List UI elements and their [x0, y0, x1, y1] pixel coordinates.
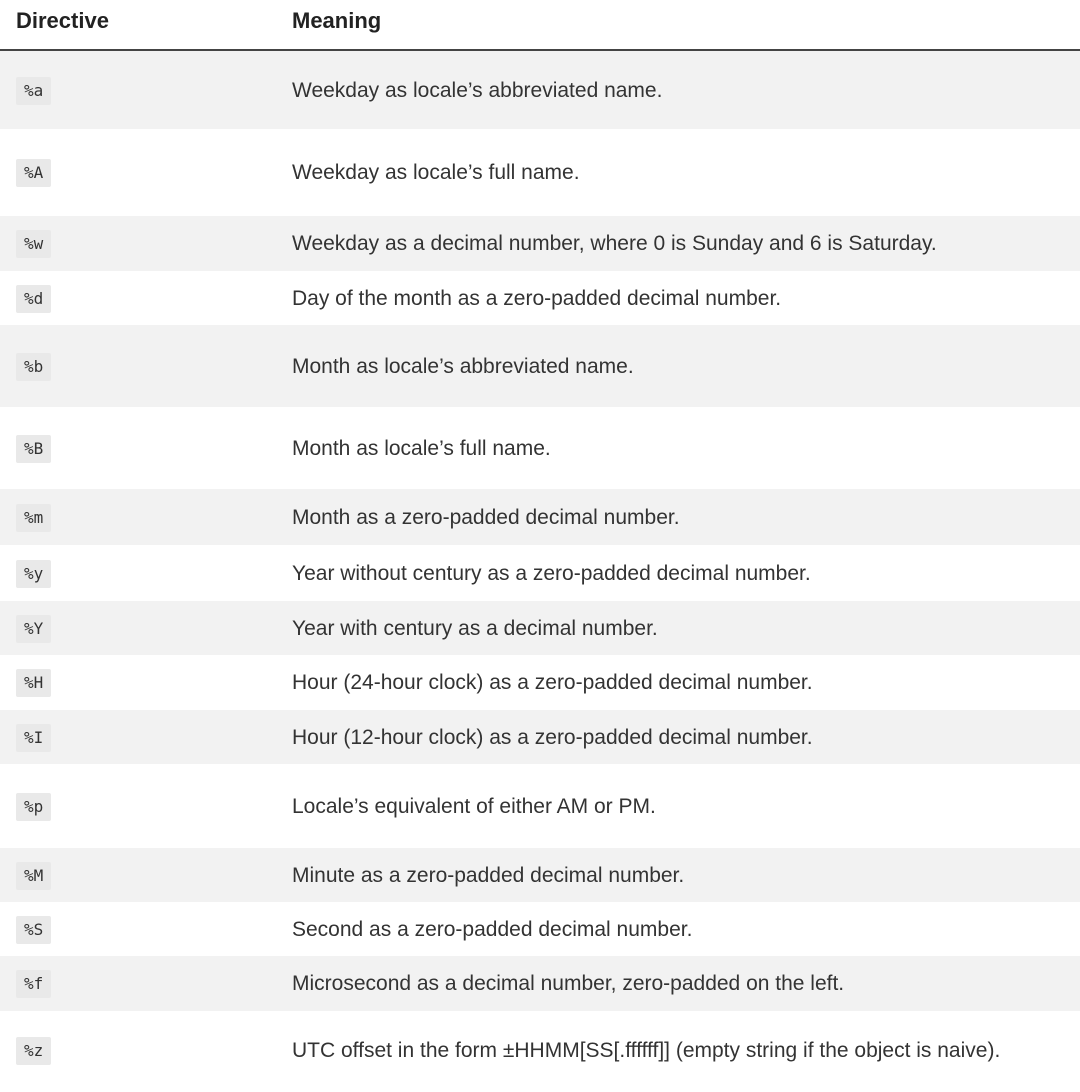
directive-code: %y — [16, 560, 51, 588]
directive-cell — [0, 50, 278, 129]
directive-cell — [0, 271, 278, 325]
directive-cell — [0, 216, 278, 271]
directive-code: %I — [16, 724, 51, 752]
meaning-cell: Hour (12-hour clock) as a zero-padded decimal number. — [278, 710, 1080, 764]
meaning-cell: Month as a zero-padded decimal number. — [278, 489, 1080, 545]
table-row — [0, 655, 1080, 710]
directive-code: %m — [16, 504, 51, 532]
table-row — [0, 545, 1080, 601]
meaning-cell: Weekday as locale’s abbreviated name. — [278, 50, 1080, 129]
table-row — [0, 129, 1080, 216]
table-row — [0, 325, 1080, 407]
directive-cell — [0, 655, 278, 710]
directive-code: %H — [16, 669, 51, 697]
meaning-cell: Year without century as a zero-padded decimal number. — [278, 545, 1080, 601]
table-row — [0, 50, 1080, 129]
directive-cell — [0, 764, 278, 848]
table-row — [0, 1011, 1080, 1090]
directive-code: %f — [16, 970, 51, 998]
meaning-cell: Day of the month as a zero-padded decimal number. — [278, 271, 1080, 325]
meaning-column-header: Meaning — [278, 0, 1080, 50]
directive-cell — [0, 710, 278, 764]
meaning-cell: Second as a zero-padded decimal number. — [278, 902, 1080, 956]
directive-code: %M — [16, 862, 51, 890]
table-row — [0, 271, 1080, 325]
table-row — [0, 601, 1080, 655]
meaning-cell: Weekday as a decimal number, where 0 is Sunday and 6 is Saturday. — [278, 216, 1080, 271]
directive-cell — [0, 902, 278, 956]
directive-cell — [0, 129, 278, 216]
directive-cell — [0, 1011, 278, 1090]
table-row — [0, 407, 1080, 489]
meaning-cell: Month as locale’s full name. — [278, 407, 1080, 489]
directive-code: %p — [16, 793, 51, 821]
table-row — [0, 956, 1080, 1011]
meaning-cell: UTC offset in the form ±HHMM[SS[.ffffff]] (empty string if the object is naive). — [278, 1011, 1080, 1090]
directive-cell — [0, 545, 278, 601]
meaning-cell: Weekday as locale’s full name. — [278, 129, 1080, 216]
table-row — [0, 710, 1080, 764]
meaning-cell: Month as locale’s abbreviated name. — [278, 325, 1080, 407]
table-row — [0, 848, 1080, 902]
directive-cell — [0, 325, 278, 407]
meaning-cell: Year with century as a decimal number. — [278, 601, 1080, 655]
directive-code: %w — [16, 230, 51, 258]
table-row — [0, 902, 1080, 956]
table-row — [0, 216, 1080, 271]
directive-cell — [0, 489, 278, 545]
directive-code: %S — [16, 916, 51, 944]
directive-code: %d — [16, 285, 51, 313]
directive-column-header: Directive — [0, 0, 278, 50]
table-header-row — [0, 0, 1080, 50]
directive-code: %Y — [16, 615, 51, 643]
meaning-cell: Locale’s equivalent of either AM or PM. — [278, 764, 1080, 848]
directive-code: %z — [16, 1037, 51, 1065]
table-row — [0, 489, 1080, 545]
directive-code: %a — [16, 77, 51, 105]
directive-cell — [0, 407, 278, 489]
directive-cell — [0, 601, 278, 655]
meaning-cell: Hour (24-hour clock) as a zero-padded decimal number. — [278, 655, 1080, 710]
directive-cell — [0, 848, 278, 902]
directive-code: %b — [16, 353, 51, 381]
meaning-cell: Minute as a zero-padded decimal number. — [278, 848, 1080, 902]
directive-code: %A — [16, 159, 51, 187]
directive-cell — [0, 956, 278, 1011]
directive-code: %B — [16, 435, 51, 463]
table-row — [0, 764, 1080, 848]
meaning-cell: Microsecond as a decimal number, zero-padded on the left. — [278, 956, 1080, 1011]
